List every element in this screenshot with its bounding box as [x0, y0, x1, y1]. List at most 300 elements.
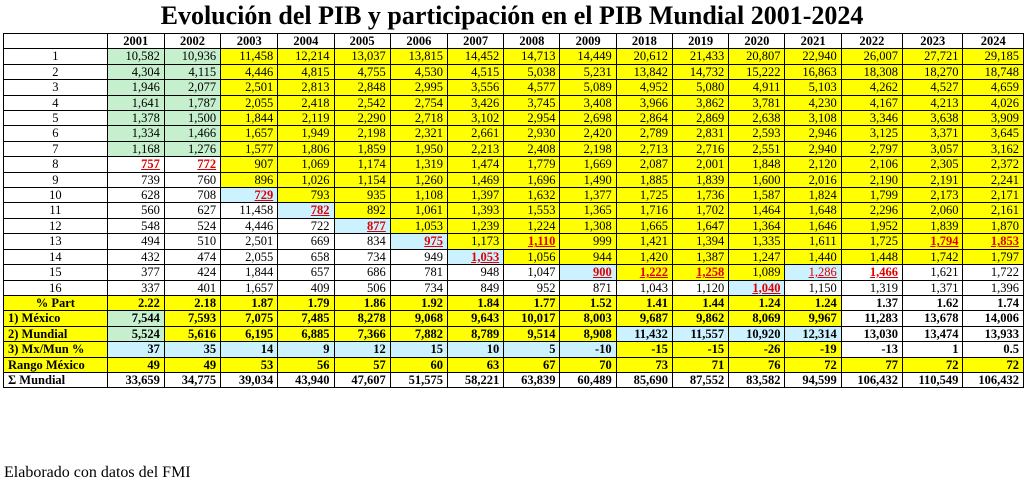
- gdp-cell: 1,335: [729, 234, 785, 249]
- gdp-cell: 7,485: [278, 311, 334, 326]
- rank-row: [4, 249, 1024, 264]
- gdp-cell: 9,643: [447, 311, 503, 326]
- gdp-cell: 3,057: [903, 141, 963, 156]
- gdp-cell: 2,716: [672, 141, 728, 156]
- gdp-cell: 2,551: [729, 141, 785, 156]
- row-label: 2: [4, 64, 108, 79]
- gdp-cell: 2,321: [390, 126, 447, 141]
- gdp-cell: 734: [390, 280, 447, 295]
- gdp-cell: 1,946: [107, 80, 164, 95]
- year-header: 2024: [963, 34, 1024, 49]
- gdp-cell: 8,069: [729, 311, 785, 326]
- gdp-cell: 11,458: [221, 203, 278, 218]
- year-header: 2004: [278, 34, 334, 49]
- year-header: 2023: [903, 34, 963, 49]
- gdp-cell: 13,842: [616, 64, 672, 79]
- gdp-cell: 2,120: [785, 157, 841, 172]
- gdp-cell: 772: [164, 157, 220, 172]
- gdp-cell: 1,174: [334, 157, 390, 172]
- gdp-cell: 1,120: [672, 280, 728, 295]
- gdp-cell: 1: [903, 342, 963, 357]
- gdp-cell: 1,799: [841, 188, 902, 203]
- summary-row: [4, 357, 1024, 372]
- gdp-cell: 1,500: [164, 111, 220, 126]
- gdp-cell: 1,950: [390, 141, 447, 156]
- gdp-cell: 110,549: [903, 372, 963, 387]
- gdp-cell: 5,080: [672, 80, 728, 95]
- gdp-cell: 708: [164, 188, 220, 203]
- gdp-cell: 73: [616, 357, 672, 372]
- gdp-cell: 1,053: [390, 218, 447, 233]
- gdp-cell: 2,638: [729, 111, 785, 126]
- gdp-cell: 3,556: [447, 80, 503, 95]
- gdp-cell: 1,168: [107, 141, 164, 156]
- gdp-cell: 3,745: [504, 95, 560, 110]
- gdp-cell: 2.18: [164, 295, 220, 310]
- gdp-cell: 3,966: [616, 95, 672, 110]
- gdp-cell: 72: [963, 357, 1024, 372]
- gdp-cell: 8,908: [560, 326, 616, 341]
- gdp-cell: 72: [903, 357, 963, 372]
- gdp-cell: 729: [221, 188, 278, 203]
- year-header: 2007: [447, 34, 503, 49]
- row-label: 15: [4, 265, 108, 280]
- gdp-cell: 1,469: [447, 172, 503, 187]
- gdp-cell: 21,433: [672, 49, 728, 64]
- gdp-cell: 5,231: [560, 64, 616, 79]
- gdp-cell: 8,789: [447, 326, 503, 341]
- gdp-cell: 1,736: [672, 188, 728, 203]
- gdp-cell: 424: [164, 265, 220, 280]
- gdp-cell: 1,806: [278, 141, 334, 156]
- gdp-cell: 1,577: [221, 141, 278, 156]
- gdp-cell: 1,648: [785, 203, 841, 218]
- gdp-cell: 900: [560, 265, 616, 280]
- gdp-cell: 5: [504, 342, 560, 357]
- gdp-cell: 2,171: [963, 188, 1024, 203]
- gdp-cell: 1,365: [560, 203, 616, 218]
- gdp-cell: 722: [278, 218, 334, 233]
- gdp-cell: 7,075: [221, 311, 278, 326]
- gdp-cell: 1,110: [504, 234, 560, 249]
- gdp-cell: 377: [107, 265, 164, 280]
- gdp-cell: 77: [841, 357, 902, 372]
- gdp-cell: 627: [164, 203, 220, 218]
- rank-row: [4, 265, 1024, 280]
- gdp-cell: 4,911: [729, 80, 785, 95]
- gdp-cell: 20,612: [616, 49, 672, 64]
- gdp-cell: 6,885: [278, 326, 334, 341]
- gdp-cell: 14: [221, 342, 278, 357]
- gdp-cell: 1,069: [278, 157, 334, 172]
- gdp-cell: 26,007: [841, 49, 902, 64]
- gdp-cell: 474: [164, 249, 220, 264]
- gdp-cell: 106,432: [841, 372, 902, 387]
- gdp-cell: 1,247: [729, 249, 785, 264]
- gdp-cell: 1,794: [903, 234, 963, 249]
- gdp-cell: -13: [841, 342, 902, 357]
- gdp-cell: 3,645: [963, 126, 1024, 141]
- row-label: 1) México: [4, 311, 108, 326]
- gdp-cell: -10: [560, 342, 616, 357]
- gdp-cell: 510: [164, 234, 220, 249]
- gdp-cell: 1,657: [221, 280, 278, 295]
- gdp-cell: 14,713: [504, 49, 560, 64]
- gdp-cell: 43,940: [278, 372, 334, 387]
- rank-row: [4, 64, 1024, 79]
- gdp-cell: 87,552: [672, 372, 728, 387]
- gdp-cell: 1,319: [390, 157, 447, 172]
- gdp-cell: 2,191: [903, 172, 963, 187]
- gdp-cell: 1,464: [729, 203, 785, 218]
- gdp-cell: 2,241: [963, 172, 1024, 187]
- year-header: 2005: [334, 34, 390, 49]
- gdp-cell: 7,366: [334, 326, 390, 341]
- gdp-cell: 2,077: [164, 80, 220, 95]
- gdp-cell: 15,222: [729, 64, 785, 79]
- gdp-cell: 2,698: [560, 111, 616, 126]
- gdp-cell: 2,831: [672, 126, 728, 141]
- gdp-cell: 1,319: [841, 280, 902, 295]
- gdp-cell: 1.52: [560, 295, 616, 310]
- gdp-cell: 13,678: [903, 311, 963, 326]
- gdp-cell: 5,616: [164, 326, 220, 341]
- gdp-cell: 3,125: [841, 126, 902, 141]
- gdp-cell: 1,885: [616, 172, 672, 187]
- gdp-cell: 3,781: [729, 95, 785, 110]
- gdp-cell: 409: [278, 280, 334, 295]
- row-label: 2) Mundial: [4, 326, 108, 341]
- gdp-cell: 2,713: [616, 141, 672, 156]
- gdp-cell: 7,544: [107, 311, 164, 326]
- gdp-cell: 1,839: [903, 218, 963, 233]
- gdp-cell: 2,754: [390, 95, 447, 110]
- gdp-cell: 10,582: [107, 49, 164, 64]
- gdp-cell: 739: [107, 172, 164, 187]
- row-label: 1: [4, 49, 108, 64]
- gdp-cell: 2,198: [560, 141, 616, 156]
- gdp-cell: 13,933: [963, 326, 1024, 341]
- gdp-cell: 658: [278, 249, 334, 264]
- summary-row: [4, 311, 1024, 326]
- gdp-cell: 1,056: [504, 249, 560, 264]
- rank-row: [4, 141, 1024, 156]
- gdp-cell: 1,040: [729, 280, 785, 295]
- gdp-cell: 1,621: [903, 265, 963, 280]
- gdp-cell: 949: [390, 249, 447, 264]
- gdp-cell: 2,290: [334, 111, 390, 126]
- gdp-cell: 60: [390, 357, 447, 372]
- gdp-cell: 4,213: [903, 95, 963, 110]
- year-header: 2020: [729, 34, 785, 49]
- gdp-cell: 2,055: [221, 95, 278, 110]
- gdp-cell: 1,364: [729, 218, 785, 233]
- row-label: 6: [4, 126, 108, 141]
- gdp-cell: 85,690: [616, 372, 672, 387]
- rank-row: [4, 80, 1024, 95]
- gdp-cell: 669: [278, 234, 334, 249]
- gdp-cell: 14,732: [672, 64, 728, 79]
- gdp-cell: 2.22: [107, 295, 164, 310]
- rank-row: [4, 49, 1024, 64]
- gdp-cell: 1,440: [785, 249, 841, 264]
- gdp-cell: 2,087: [616, 157, 672, 172]
- gdp-cell: 2,106: [841, 157, 902, 172]
- rank-row: [4, 280, 1024, 295]
- gdp-cell: 877: [334, 218, 390, 233]
- gdp-cell: 39,034: [221, 372, 278, 387]
- gdp-cell: 1,952: [841, 218, 902, 233]
- rank-row: [4, 126, 1024, 141]
- gdp-cell: 628: [107, 188, 164, 203]
- gdp-cell: 4,659: [963, 80, 1024, 95]
- gdp-cell: 1,466: [164, 126, 220, 141]
- gdp-cell: 1,239: [447, 218, 503, 233]
- year-header: 2008: [504, 34, 560, 49]
- gdp-cell: 2,119: [278, 111, 334, 126]
- gdp-cell: 15: [390, 342, 447, 357]
- gdp-cell: 1,844: [221, 265, 278, 280]
- gdp-cell: 1,387: [672, 249, 728, 264]
- gdp-cell: 5,038: [504, 64, 560, 79]
- gdp-cell: 1,696: [504, 172, 560, 187]
- gdp-cell: 1,222: [616, 265, 672, 280]
- gdp-cell: 51,575: [390, 372, 447, 387]
- gdp-cell: 1,646: [785, 218, 841, 233]
- gdp-cell: 1,641: [107, 95, 164, 110]
- gdp-cell: 1,632: [504, 188, 560, 203]
- gdp-cell: 49: [164, 357, 220, 372]
- gdp-cell: 47,607: [334, 372, 390, 387]
- gdp-cell: 1,669: [560, 157, 616, 172]
- gdp-cell: 35: [164, 342, 220, 357]
- gdp-cell: -19: [785, 342, 841, 357]
- gdp-cell: 7,882: [390, 326, 447, 341]
- gdp-cell: 1,725: [616, 188, 672, 203]
- gdp-cell: 2,501: [221, 234, 278, 249]
- row-label: 8: [4, 157, 108, 172]
- gdp-cell: 1,848: [729, 157, 785, 172]
- gdp-cell: 4,026: [963, 95, 1024, 110]
- year-header: 2002: [164, 34, 220, 49]
- row-label: 5: [4, 111, 108, 126]
- gdp-cell: 892: [334, 203, 390, 218]
- gdp-cell: 2,408: [504, 141, 560, 156]
- gdp-cell: 337: [107, 280, 164, 295]
- gdp-cell: 4,446: [221, 64, 278, 79]
- gdp-cell: 14,449: [560, 49, 616, 64]
- gdp-cell: 2,718: [390, 111, 447, 126]
- gdp-cell: 12,314: [785, 326, 841, 341]
- gdp-cell: 4,527: [903, 80, 963, 95]
- gdp-cell: 1,397: [447, 188, 503, 203]
- gdp-cell: 1,260: [390, 172, 447, 187]
- summary-row: [4, 295, 1024, 310]
- year-header: 2001: [107, 34, 164, 49]
- gdp-cell: 2,213: [447, 141, 503, 156]
- gdp-cell: 1,665: [616, 218, 672, 233]
- gdp-cell: 760: [164, 172, 220, 187]
- gdp-cell: 1.24: [729, 295, 785, 310]
- gdp-cell: 1,824: [785, 188, 841, 203]
- gdp-cell: 1,108: [390, 188, 447, 203]
- gdp-cell: 1,647: [672, 218, 728, 233]
- gdp-cell: 6,195: [221, 326, 278, 341]
- gdp-cell: 1,657: [221, 126, 278, 141]
- gdp-cell: 1,394: [672, 234, 728, 249]
- gdp-cell: 11,557: [672, 326, 728, 341]
- gdp-cell: 12: [334, 342, 390, 357]
- gdp-cell: 13,815: [390, 49, 447, 64]
- row-label: % Part: [4, 295, 108, 310]
- gdp-cell: 3,102: [447, 111, 503, 126]
- summary-row: [4, 326, 1024, 341]
- gdp-cell: 2,296: [841, 203, 902, 218]
- row-label: 9: [4, 172, 108, 187]
- gdp-cell: 1,949: [278, 126, 334, 141]
- gdp-cell: 2,946: [785, 126, 841, 141]
- gdp-cell: 686: [334, 265, 390, 280]
- gdp-cell: 13,030: [841, 326, 902, 341]
- gdp-cell: 401: [164, 280, 220, 295]
- gdp-cell: 1,089: [729, 265, 785, 280]
- gdp-cell: 1,779: [504, 157, 560, 172]
- gdp-cell: 834: [334, 234, 390, 249]
- gdp-cell: 1,224: [504, 218, 560, 233]
- gdp-cell: 1,258: [672, 265, 728, 280]
- gdp-cell: 1,797: [963, 249, 1024, 264]
- gdp-cell: 548: [107, 218, 164, 233]
- gdp-cell: 5,089: [560, 80, 616, 95]
- gdp-cell: 1,154: [334, 172, 390, 187]
- gdp-cell: 4,304: [107, 64, 164, 79]
- gdp-cell: 18,270: [903, 64, 963, 79]
- gdp-cell: 2,940: [785, 141, 841, 156]
- gdp-cell: 10: [447, 342, 503, 357]
- gdp-cell: 7,593: [164, 311, 220, 326]
- gdp-cell: 1,859: [334, 141, 390, 156]
- gdp-cell: 0.5: [963, 342, 1024, 357]
- gdp-cell: 524: [164, 218, 220, 233]
- gdp-cell: 1,047: [504, 265, 560, 280]
- gdp-cell: 9,687: [616, 311, 672, 326]
- gdp-table: [3, 33, 1024, 388]
- row-label: 14: [4, 249, 108, 264]
- gdp-cell: 781: [390, 265, 447, 280]
- row-label: 13: [4, 234, 108, 249]
- gdp-cell: 49: [107, 357, 164, 372]
- gdp-cell: 3,346: [841, 111, 902, 126]
- gdp-cell: 12,214: [278, 49, 334, 64]
- gdp-cell: 1,026: [278, 172, 334, 187]
- year-header: 2021: [785, 34, 841, 49]
- gdp-cell: 1,448: [841, 249, 902, 264]
- gdp-cell: 1.86: [334, 295, 390, 310]
- gdp-cell: 2,198: [334, 126, 390, 141]
- gdp-cell: 2,661: [447, 126, 503, 141]
- gdp-cell: 8,003: [560, 311, 616, 326]
- gdp-cell: 9,862: [672, 311, 728, 326]
- gdp-cell: 952: [504, 280, 560, 295]
- gdp-cell: 1,173: [447, 234, 503, 249]
- gdp-cell: 757: [107, 157, 164, 172]
- gdp-cell: 3,108: [785, 111, 841, 126]
- gdp-cell: 1,396: [963, 280, 1024, 295]
- page-title: Evolución del PIB y participación en el PIB Mundial 2001-2024: [160, 1, 864, 30]
- gdp-cell: 34,775: [164, 372, 220, 387]
- row-label: 3: [4, 80, 108, 95]
- header-row: [4, 34, 1024, 49]
- gdp-cell: 2,420: [560, 126, 616, 141]
- row-label: Σ Mundial: [4, 372, 108, 387]
- gdp-cell: 494: [107, 234, 164, 249]
- gdp-cell: 57: [334, 357, 390, 372]
- gdp-cell: 1,421: [616, 234, 672, 249]
- gdp-cell: 1,611: [785, 234, 841, 249]
- gdp-cell: 871: [560, 280, 616, 295]
- row-label: 3) Mx/Mun %: [4, 342, 108, 357]
- gdp-cell: 4,755: [334, 64, 390, 79]
- gdp-cell: 1.44: [672, 295, 728, 310]
- row-label: 12: [4, 218, 108, 233]
- gdp-cell: 1,061: [390, 203, 447, 218]
- gdp-cell: 1,276: [164, 141, 220, 156]
- gdp-cell: 2,501: [221, 80, 278, 95]
- gdp-cell: 1,587: [729, 188, 785, 203]
- gdp-cell: 67: [504, 357, 560, 372]
- gdp-cell: 2,930: [504, 126, 560, 141]
- gdp-cell: 2,542: [334, 95, 390, 110]
- gdp-cell: 11,432: [616, 326, 672, 341]
- gdp-cell: 1,150: [785, 280, 841, 295]
- gdp-cell: 4,115: [164, 64, 220, 79]
- gdp-cell: 1,378: [107, 111, 164, 126]
- gdp-cell: 10,017: [504, 311, 560, 326]
- gdp-cell: 2,055: [221, 249, 278, 264]
- gdp-cell: 60,489: [560, 372, 616, 387]
- gdp-cell: 1,490: [560, 172, 616, 187]
- row-label: 4: [4, 95, 108, 110]
- gdp-cell: 2,869: [672, 111, 728, 126]
- source-note: Elaborado con datos del FMI: [4, 464, 191, 481]
- row-label: 10: [4, 188, 108, 203]
- rank-row: [4, 203, 1024, 218]
- year-header: 2022: [841, 34, 902, 49]
- gdp-cell: 76: [729, 357, 785, 372]
- gdp-cell: 1,600: [729, 172, 785, 187]
- gdp-cell: -15: [616, 342, 672, 357]
- corner-cell: [4, 34, 108, 49]
- gdp-cell: 2,593: [729, 126, 785, 141]
- gdp-cell: 782: [278, 203, 334, 218]
- gdp-cell: 20,807: [729, 49, 785, 64]
- gdp-cell: 10,936: [164, 49, 220, 64]
- gdp-cell: 71: [672, 357, 728, 372]
- gdp-cell: 1.87: [221, 295, 278, 310]
- gdp-cell: 9,967: [785, 311, 841, 326]
- gdp-cell: 432: [107, 249, 164, 264]
- year-header: 2018: [616, 34, 672, 49]
- gdp-cell: 1,334: [107, 126, 164, 141]
- gdp-cell: 72: [785, 357, 841, 372]
- gdp-cell: 1,722: [963, 265, 1024, 280]
- gdp-cell: 2,190: [841, 172, 902, 187]
- gdp-cell: 1,716: [616, 203, 672, 218]
- gdp-cell: 8,278: [334, 311, 390, 326]
- gdp-cell: 2,001: [672, 157, 728, 172]
- gdp-cell: 2,016: [785, 172, 841, 187]
- gdp-cell: 948: [447, 265, 503, 280]
